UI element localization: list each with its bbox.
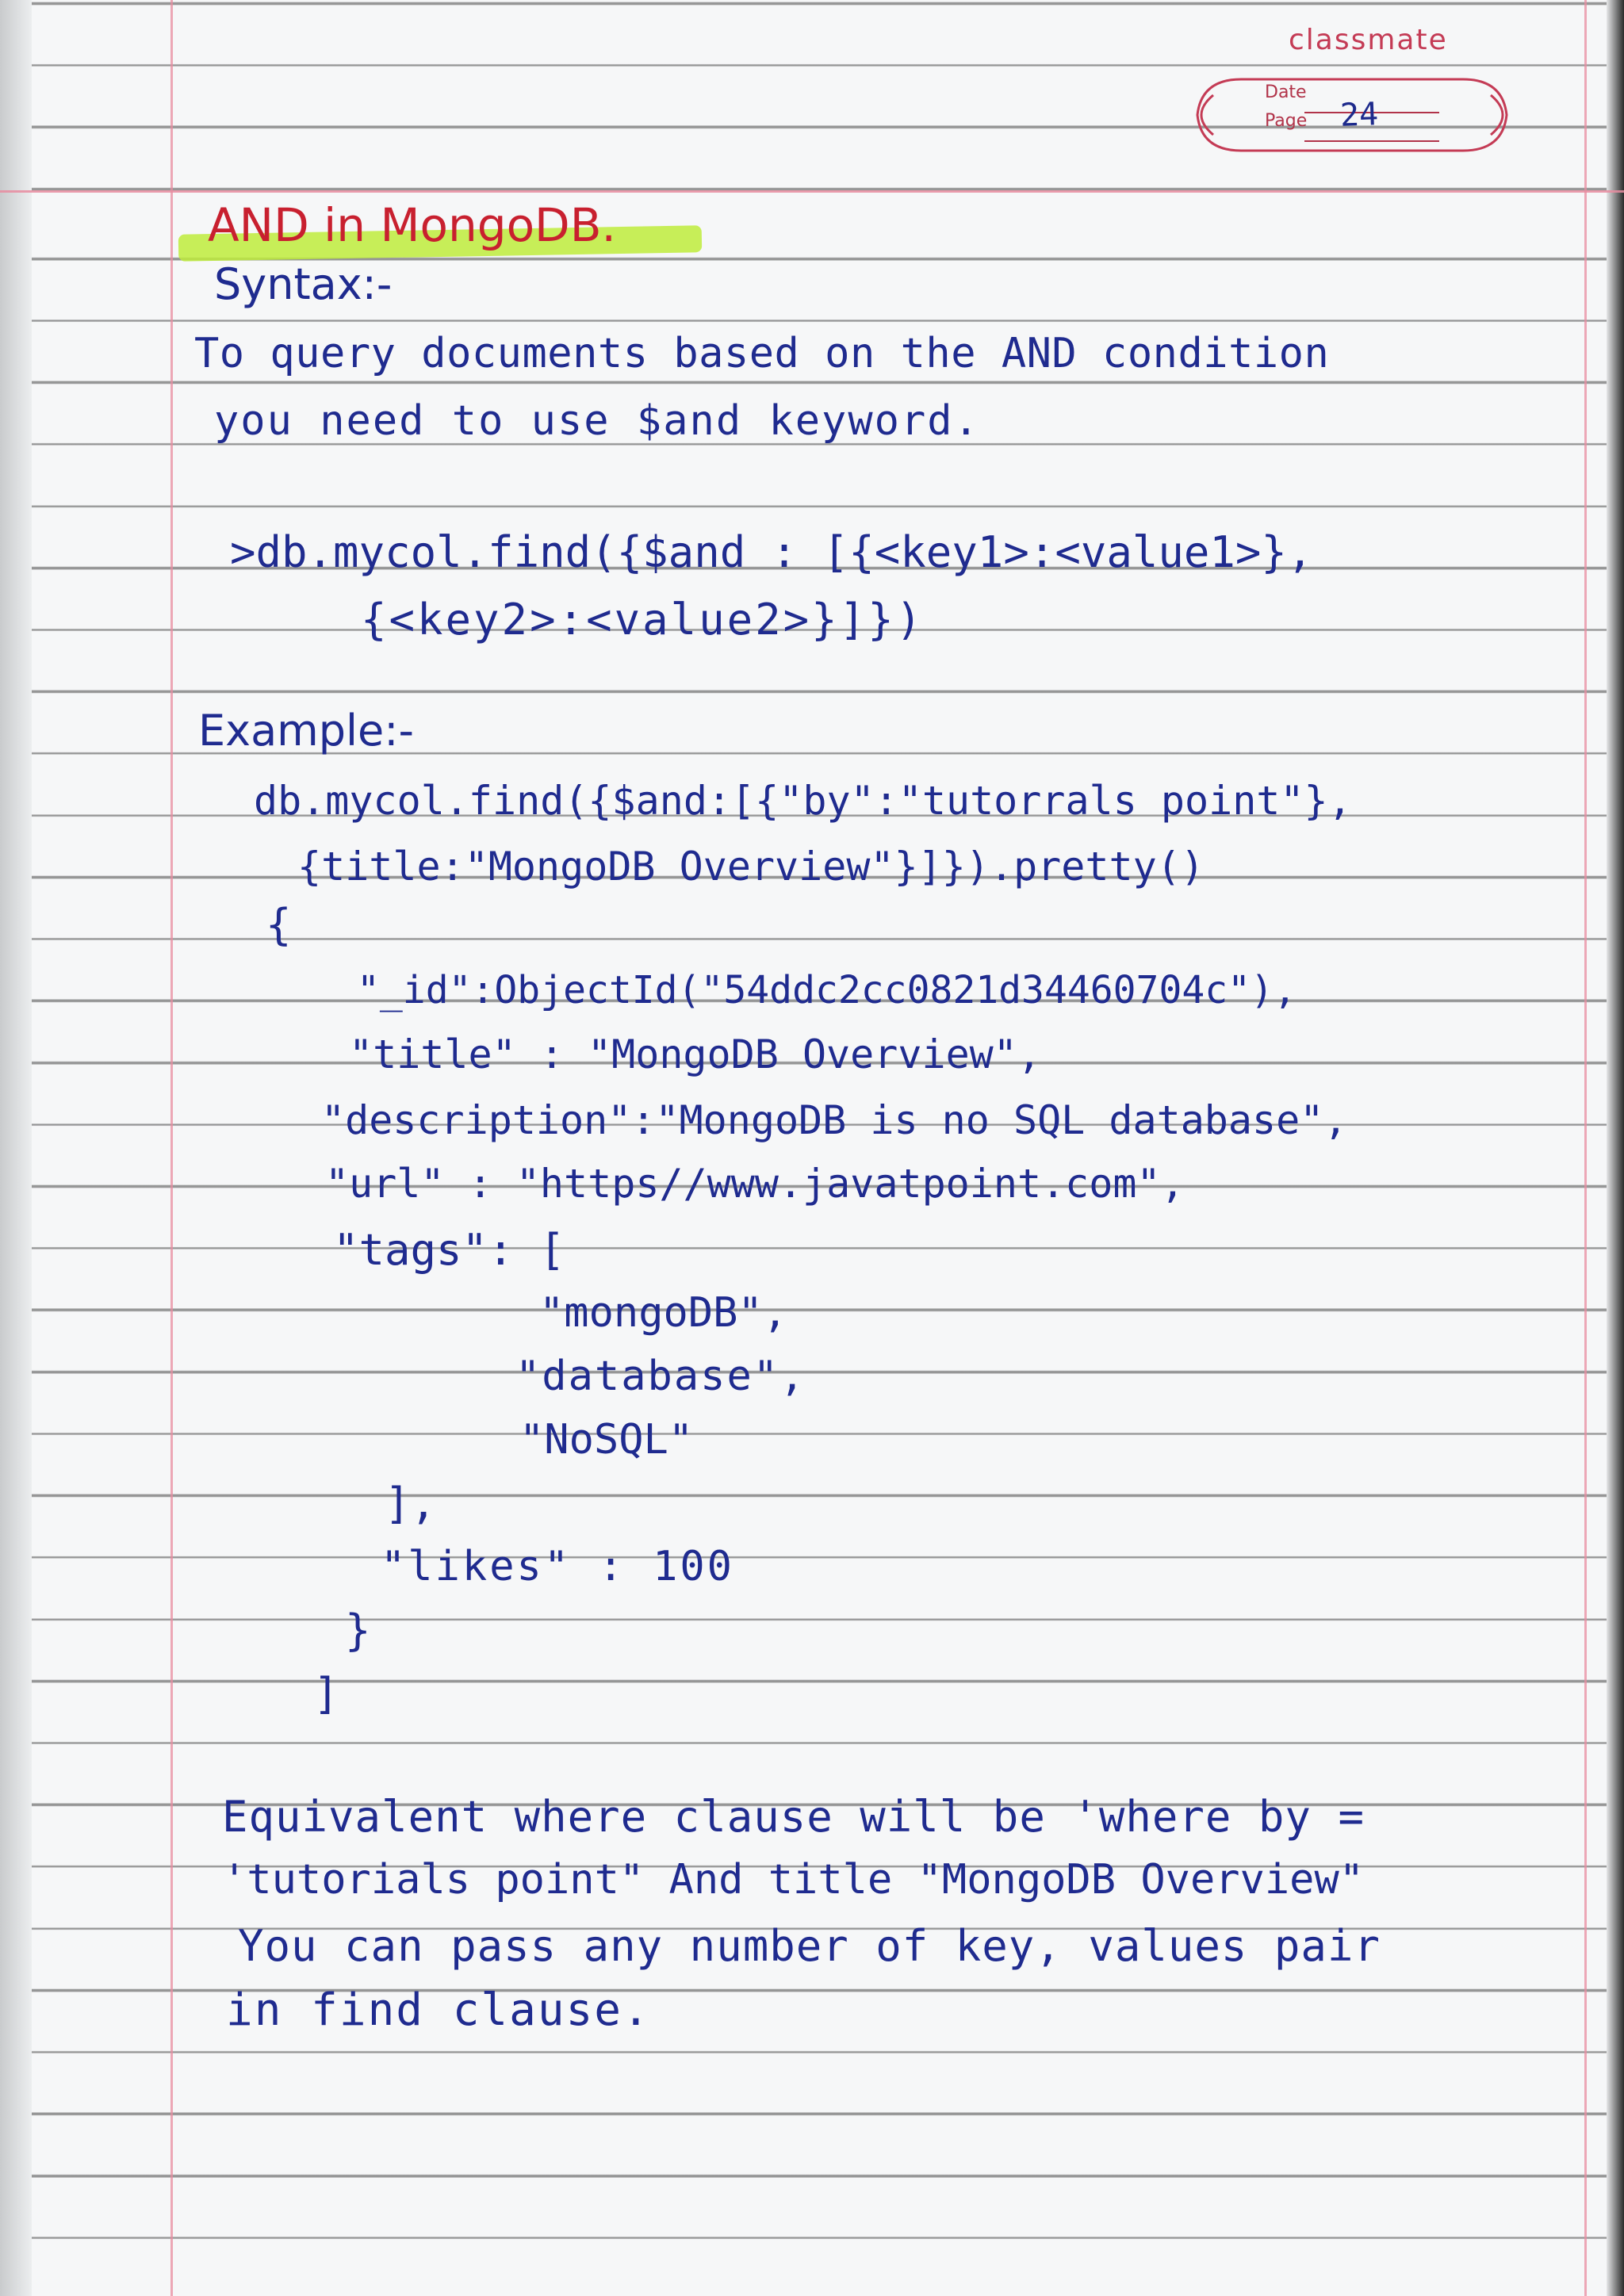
- summary-line: You can pass any number of key, values pair: [238, 1921, 1381, 1971]
- syntax-description-line: you need to use $and keyword.: [214, 397, 980, 445]
- summary-line: in find clause.: [226, 1984, 651, 2036]
- result-line: ],: [385, 1479, 437, 1529]
- result-line: "url" : "https//www.javatpoint.com",: [325, 1161, 1185, 1207]
- brand-box: [1185, 24, 1519, 166]
- syntax-code-line: {<key2>:<value2>}]}): [361, 595, 925, 645]
- example-query-line: db.mycol.find({$and:[{"by":"tutorrals point"},: [254, 778, 1352, 824]
- summary-line: 'tutorials point" And title "MongoDB Overview": [222, 1856, 1365, 1904]
- syntax-code-line: >db.mycol.find({$and : [{<key1>:<value1>},: [230, 527, 1313, 577]
- page-right-edge: [1607, 0, 1624, 2296]
- result-line: "NoSQL": [519, 1416, 694, 1464]
- example-query-line: {title:"MongoDB Overview"}]}).pretty(): [297, 844, 1205, 890]
- syntax-heading: Syntax:-: [214, 259, 393, 309]
- page-binding-edge: [0, 0, 32, 2296]
- page-number: 24: [1339, 96, 1379, 134]
- summary-line: Equivalent where clause will be 'where by =: [222, 1792, 1365, 1842]
- syntax-description-line: To query documents based on the AND condition: [194, 330, 1330, 377]
- result-line: "description":"MongoDB is no SQL database",: [321, 1097, 1348, 1143]
- header-rule: [0, 190, 1624, 193]
- result-line: }: [345, 1605, 371, 1655]
- result-line: {: [266, 900, 292, 950]
- right-margin-line: [1584, 0, 1587, 2296]
- brand-logo: classmate: [1289, 24, 1448, 56]
- left-margin-line: [170, 0, 173, 2296]
- page-label: Page: [1265, 111, 1308, 131]
- result-line: ]: [313, 1669, 339, 1719]
- example-heading: Example:-: [198, 706, 414, 756]
- result-line: "mongoDB",: [539, 1289, 788, 1337]
- result-line: "likes" : 100: [381, 1543, 734, 1590]
- result-line: "tags": [: [333, 1225, 565, 1275]
- page-title: AND in MongoDB.: [208, 198, 616, 252]
- result-line: "title" : "MongoDB Overview",: [349, 1031, 1041, 1077]
- result-line: "_id":ObjectId("54ddc2cc0821d34460704c"),: [357, 968, 1297, 1012]
- date-label: Date: [1265, 82, 1307, 102]
- result-line: "database",: [515, 1353, 806, 1400]
